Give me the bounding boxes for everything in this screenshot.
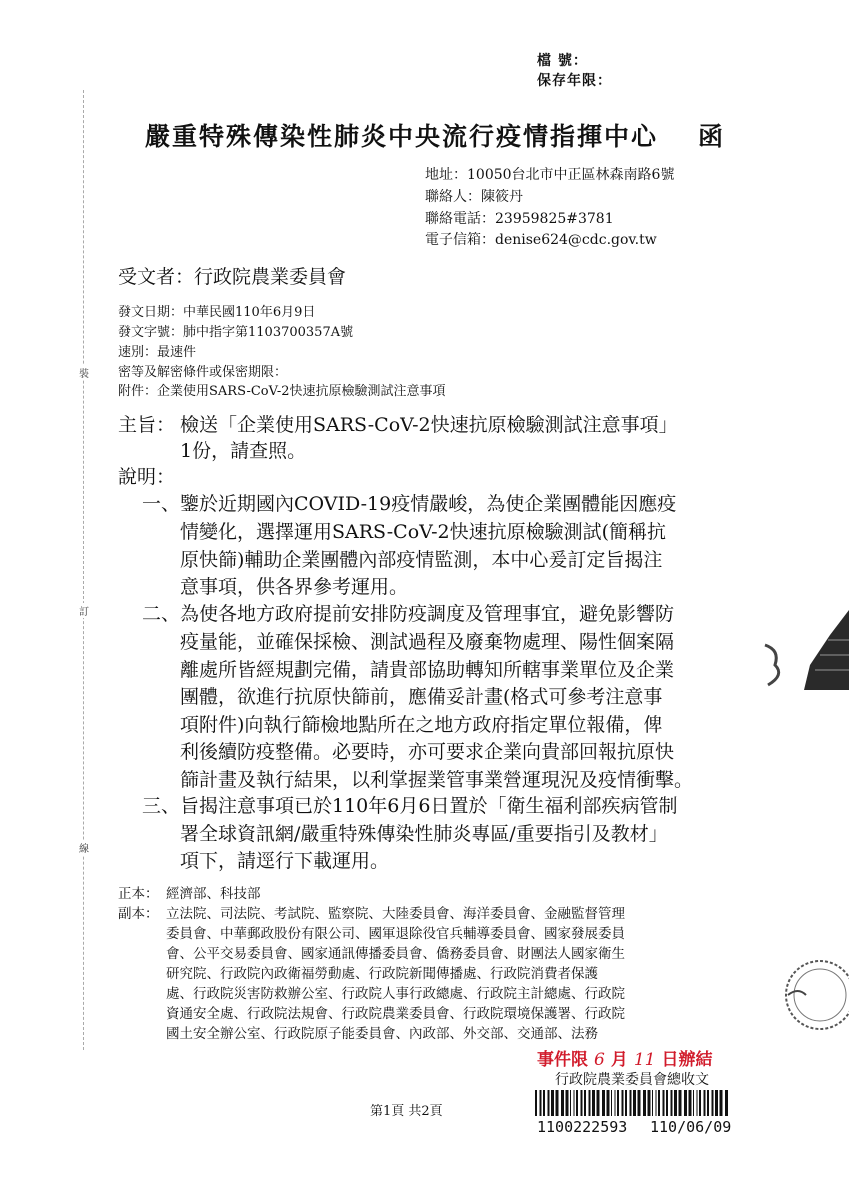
binding-mark-bottom: 線 bbox=[79, 840, 89, 855]
item-3-line: 署全球資訊網/嚴重特殊傳染性肺炎專區/重要指引及教材」 bbox=[180, 823, 668, 845]
original-recipients: 經濟部、科技部 bbox=[166, 886, 261, 902]
receipt-organization: 行政院農業委員會總收文 bbox=[555, 1072, 709, 1088]
item-1-line: 意事項，供各界參考運用。 bbox=[180, 576, 409, 598]
item-1-line: 原快篩)輔助企業團體內部疫情監測，本中心爰訂定旨揭注 bbox=[180, 549, 663, 571]
secrecy-condition: 密等及解密條件或保密期限： bbox=[118, 365, 288, 380]
original-recipients-label: 正本： bbox=[118, 886, 159, 902]
explanation-label: 說明： bbox=[118, 466, 176, 488]
item-2-line: 團體，欲進行抗原快篩前，應備妥計畫(格式可參考注意事 bbox=[180, 686, 663, 708]
due-day: 11 bbox=[633, 1050, 656, 1070]
round-stamp-fragment bbox=[760, 955, 849, 1035]
item-2-line: 篩計畫及執行結果，以利掌握業管事業營運現況及疫情衝擊。 bbox=[180, 769, 694, 791]
cc-line: 會、公平交易委員會、國家通訊傳播委員會、僑務委員會、財團法人國家衛生 bbox=[166, 946, 625, 962]
item-1-number: 一、 bbox=[142, 493, 181, 515]
subject-label: 主旨： bbox=[118, 414, 176, 436]
retention-period-label: 保存年限： bbox=[537, 73, 612, 89]
item-2-line: 利後續防疫整備。必要時，亦可要求企業向貴部回報抗原快 bbox=[180, 741, 675, 763]
cc-line: 委員會、中華郵政股份有限公司、國軍退除役官兵輔導委員會、國家發展委員 bbox=[166, 926, 625, 942]
cc-label: 副本： bbox=[118, 906, 159, 922]
due-date-stamp bbox=[537, 1045, 712, 1070]
document-kind: 函 bbox=[698, 122, 726, 151]
document-title bbox=[145, 117, 725, 153]
item-2-line: 疫量能，並確保採檢、測試過程及廢棄物處理、陽性個案隔 bbox=[180, 631, 675, 653]
item-2-line: 離處所皆經規劃完備，請貴部協助轉知所轄事業單位及企業 bbox=[180, 659, 675, 681]
due-suffix: 日辦結 bbox=[661, 1050, 713, 1070]
receipt-date: 110/06/09 bbox=[650, 1118, 732, 1136]
due-month: 6 bbox=[594, 1050, 605, 1070]
file-number-label: 檔 號： bbox=[537, 53, 588, 69]
speed-category: 速別：最速件 bbox=[118, 345, 197, 360]
item-3-line: 項下，請逕行下載運用。 bbox=[180, 850, 390, 872]
item-2-line: 項附件)向執行篩檢地點所在之地方政府指定單位報備，俾 bbox=[180, 714, 663, 736]
recipient: 受文者：行政院農業委員會 bbox=[118, 266, 347, 288]
due-month-unit: 月 bbox=[610, 1050, 628, 1070]
official-seal-fragment bbox=[790, 610, 849, 690]
page-number: 第1頁 共2頁 bbox=[370, 1104, 443, 1119]
binding-line bbox=[83, 90, 84, 1050]
attachment-line: 附件：企業使用SARS-CoV-2快速抗原檢驗測試注意事項 bbox=[118, 384, 446, 399]
seal-edge-fragment bbox=[760, 640, 790, 690]
binding-mark-middle: 訂 bbox=[79, 603, 89, 618]
item-2-line: 為使各地方政府提前安排防疫調度及管理事宜，避免影響防 bbox=[180, 603, 675, 625]
cc-line: 處、行政院災害防救辦公室、行政院人事行政總處、行政院主計總處、行政院 bbox=[166, 986, 625, 1002]
cc-line: 研究院、行政院內政衛福勞動處、行政院新聞傳播處、行政院消費者保護 bbox=[166, 966, 598, 982]
contact-address: 地址：10050台北市中正區林森南路6號 bbox=[425, 167, 675, 183]
issue-date: 發文日期：中華民國110年6月9日 bbox=[118, 305, 316, 320]
subject-line-1: 檢送「企業使用SARS-CoV-2快速抗原檢驗測試注意事項」 bbox=[180, 414, 678, 436]
agency-name: 嚴重特殊傳染性肺炎中央流行疫情指揮中心 bbox=[145, 122, 659, 151]
item-1-line: 鑒於近期國內COVID-19疫情嚴峻，為使企業團體能因應疫 bbox=[180, 493, 677, 515]
cc-line: 立法院、司法院、考試院、監察院、大陸委員會、海洋委員會、金融監督管理 bbox=[166, 906, 625, 922]
binding-mark-top: 裝 bbox=[79, 365, 89, 380]
item-2-number: 二、 bbox=[142, 603, 181, 625]
due-label: 事件限 bbox=[537, 1050, 588, 1070]
cc-line: 國土安全辦公室、行政院原子能委員會、內政部、外交部、交通部、法務 bbox=[166, 1026, 598, 1042]
document-number: 發文字號：肺中指字第1103700357A號 bbox=[118, 325, 354, 340]
item-3-number: 三、 bbox=[142, 795, 181, 817]
contact-phone: 聯絡電話：23959825#3781 bbox=[425, 211, 614, 227]
receipt-barcode bbox=[535, 1090, 729, 1116]
item-1-line: 情變化，選擇運用SARS-CoV-2快速抗原檢驗測試(簡稱抗 bbox=[180, 521, 667, 543]
item-3-line: 旨揭注意事項已於110年6月6日置於「衛生福利部疾病管制 bbox=[180, 795, 678, 817]
contact-email: 電子信箱：denise624@cdc.gov.tw bbox=[425, 232, 657, 248]
cc-line: 資通安全處、行政院法規會、行政院農業委員會、行政院環境保護署、行政院 bbox=[166, 1006, 625, 1022]
contact-person: 聯絡人：陳筱丹 bbox=[425, 189, 523, 205]
receipt-serial: 1100222593 bbox=[537, 1118, 628, 1136]
subject-line-2: 1份，請查照。 bbox=[180, 440, 307, 462]
